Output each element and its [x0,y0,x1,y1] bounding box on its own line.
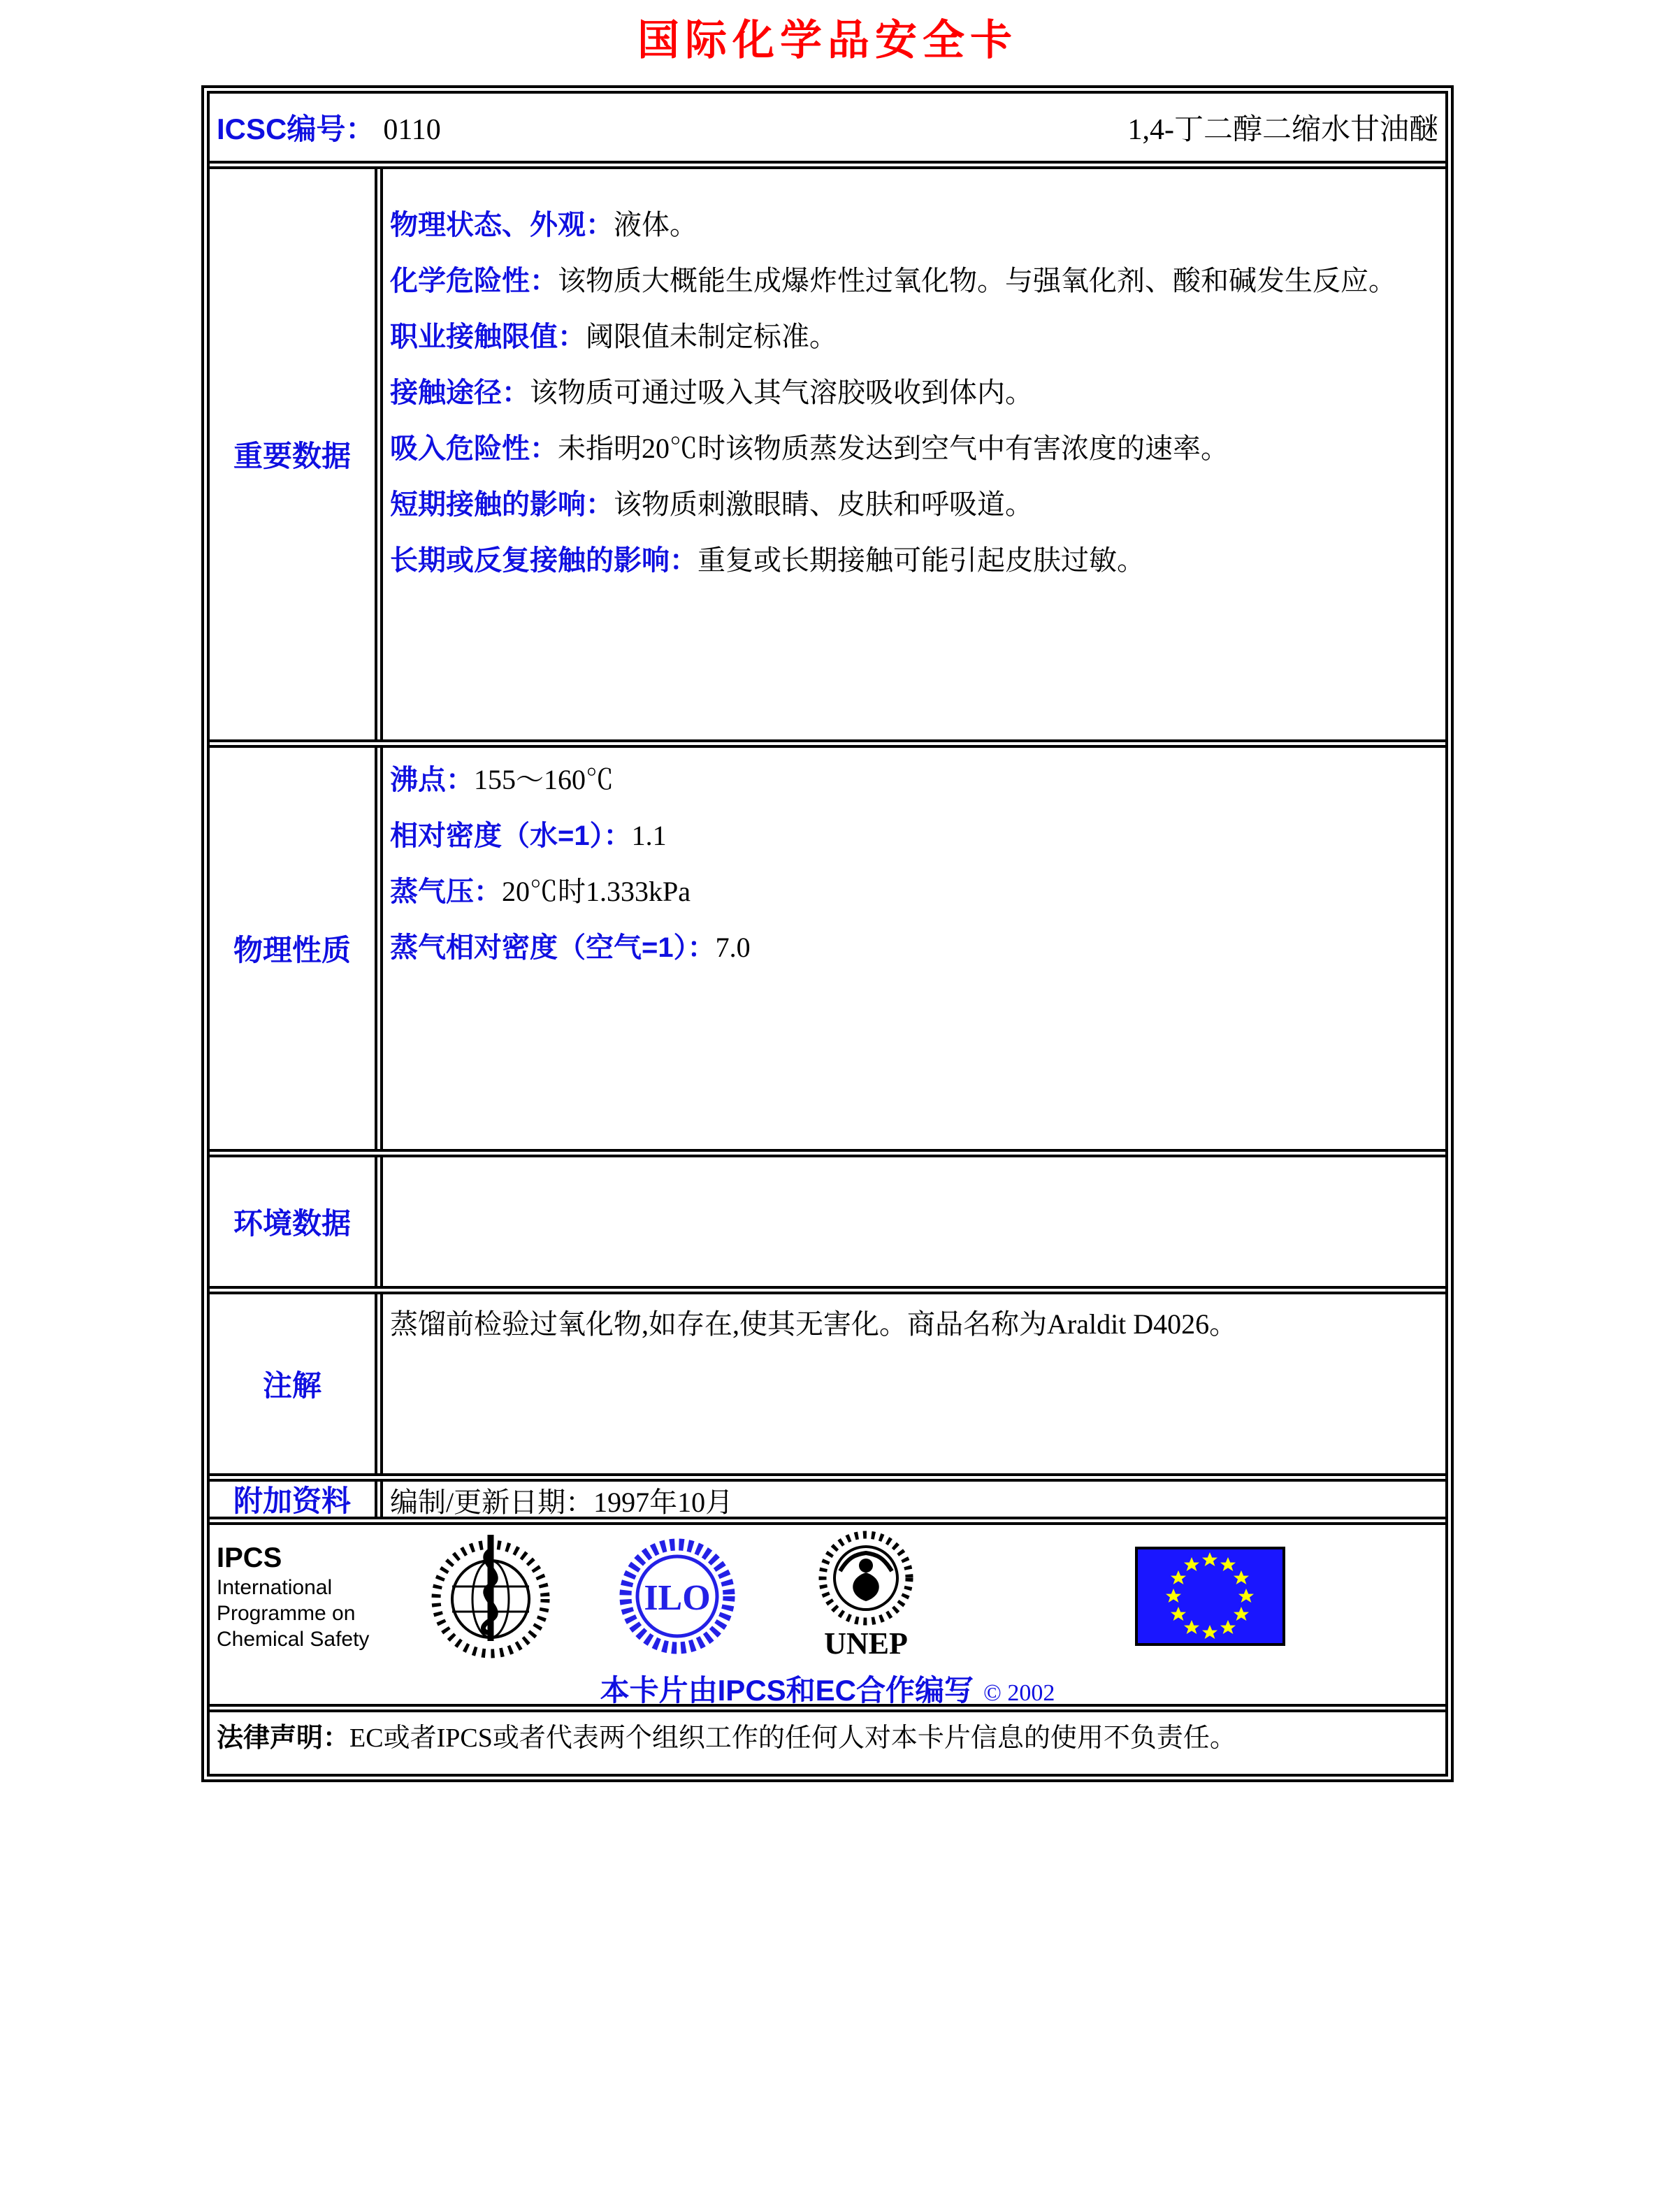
ipcs-line: Chemical Safety [217,1627,370,1651]
physical-properties-content [383,748,1445,1149]
notes-text: 蒸馏前检验过氧化物,如存在,使其无害化。商品名称为Araldit D4026。 [390,1308,1238,1340]
icsc-number [217,106,441,148]
data-line: 长期或反复接触的影响：重复或长期接触可能引起皮肤过敏。 [390,544,1145,576]
section-label: 环境数据 [233,1207,351,1240]
ipcs-line: International [217,1575,333,1599]
environmental-data-label-cell [210,1157,383,1286]
section-label: 物理性质 [233,934,351,967]
important-data-content [383,169,1445,739]
physical-properties-label-cell [210,748,383,1149]
eu-flag-icon [1135,1547,1285,1646]
chemical-name: 1,4-丁二醇二缩水甘油醚 [1127,114,1438,146]
legal-row [210,1704,1445,1774]
data-line: 职业接触限值：阈限值未制定标准。 [390,321,837,352]
additional-info-row [210,1473,1445,1517]
icsc-number-label: ICSC编号： [217,113,375,145]
logo-strip [217,1529,1438,1663]
legal-label: 法律声明： [217,1723,350,1753]
data-line: 沸点：155～160℃ [390,764,614,795]
footer-row [210,1517,1445,1707]
data-line: 蒸气压：20℃时1.333kPa [390,876,691,907]
environmental-data-content [383,1157,1445,1286]
caption-text: 本卡片由IPCS和EC合作编写 [600,1674,974,1707]
section-label: 重要数据 [233,440,351,472]
data-line: 化学危险性：该物质大概能生成爆炸性过氧化物。与强氧化剂、酸和碱发生反应。 [390,265,1396,296]
section-label: 注解 [262,1369,321,1402]
unep-logo-icon [807,1529,925,1663]
important-data-row [210,161,1445,739]
update-date: 编制/更新日期：1997年10月 [390,1487,734,1517]
ilo-logo-icon [618,1529,737,1663]
ipcs-line: Programme on [217,1601,356,1625]
copyright-text: © 2002 [983,1680,1055,1706]
svg-text:UNEP: UNEP [824,1626,908,1661]
svg-text:ILO: ILO [644,1578,711,1618]
page-title: 国际化学品安全卡 [637,17,1018,64]
icsc-number-value: 0110 [383,114,441,146]
physical-properties-row [210,739,1445,1149]
data-line: 蒸气相对密度（空气=1）：7.0 [390,932,751,963]
legal-text: EC或者IPCS或者代表两个组织工作的任何人对本卡片信息的使用不负责任。 [349,1723,1236,1753]
important-data-label-cell [210,169,383,739]
data-line: 短期接触的影响：该物质刺激眼睛、皮肤和呼吸道。 [390,489,1033,520]
header-row [210,94,1445,161]
notes-row [210,1286,1445,1473]
additional-info-label-cell [210,1482,383,1517]
icsc-card-table [201,85,1454,1782]
ipcs-text-block [217,1541,391,1652]
additional-info-content [383,1482,1445,1517]
notes-content [383,1294,1445,1473]
section-label: 附加资料 [233,1484,351,1517]
data-line: 物理状态、外观：液体。 [390,209,698,240]
environmental-data-row [210,1149,1445,1286]
data-line: 相对密度（水=1）：1.1 [390,820,667,851]
notes-label-cell [210,1294,383,1473]
data-line: 吸入危险性：未指明20℃时该物质蒸发达到空气中有害浓度的速率。 [390,433,1229,464]
ipcs-title: IPCS [217,1542,282,1573]
who-logo-icon [428,1529,554,1663]
footer-caption [217,1668,1438,1709]
data-line: 接触途径：该物质可通过吸入其气溶胶吸收到体内。 [390,377,1033,408]
